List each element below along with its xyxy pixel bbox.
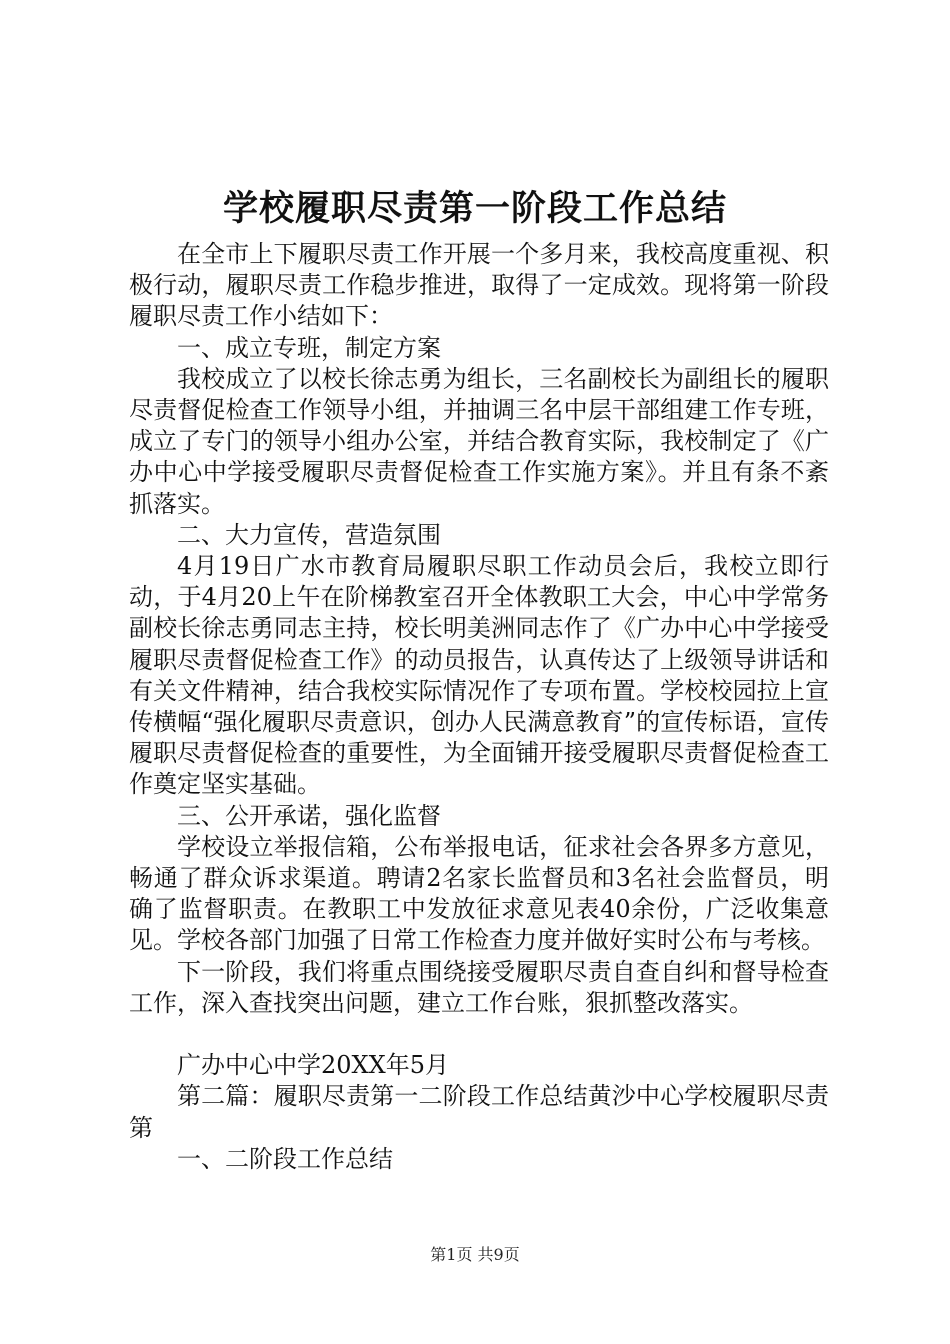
section-heading-1: 一、成立专班，制定方案 — [177, 333, 441, 362]
blank-line — [129, 1019, 829, 1050]
second-article-title: 第二篇：履职尽责第一二阶段工作总结黄沙中心学校履职尽责第 — [129, 1082, 829, 1142]
second-article-heading: 一、二阶段工作总结 — [177, 1144, 393, 1173]
signature-line: 广办中心中学20XX年5月 — [177, 1051, 449, 1080]
section-heading-2: 二、大力宣传，营造氛围 — [177, 520, 441, 549]
page-footer: 第1页 共9页 — [430, 1245, 520, 1264]
document-body — [129, 239, 829, 1175]
document-title: 学校履职尽责第一阶段工作总结 — [222, 188, 727, 229]
section-paragraph-2: 4月19日广水市教育局履职尽职工作动员会后，我校立即行动，于4月20上午在阶梯教室召开全体教职工大会，中心中学常务副校长徐志勇同志主持，校长明美洲同志作了《广办中心中学接受履职尽责督促检查工作》的动员报告，认真传达了上级领导讲话和有关文件精神，结合我校实际情况作了专项布置。学校校园拉上宣传横幅“强化履职尽责意识，创办人民满意教育”的宣传标语，宣传履职尽责督促检查的重要性，为全面铺开接受履职尽责督促检查工作奠定坚实基础。 — [129, 552, 829, 799]
intro-paragraph: 在全市上下履职尽责工作开展一个多月来，我校高度重视、积极行动，履职尽责工作稳步推进，取得了一定成效。现将第一阶段履职尽责工作小结如下： — [129, 240, 829, 331]
section-paragraph-3: 学校设立举报信箱，公布举报电话，征求社会各界多方意见，畅通了群众诉求渠道。聘请2名家长监督员和3名社会监督员，明确了监督职责。在教职工中发放征求意见表40余份，广泛收集意见。学校各部门加强了日常工作检查力度并做好实时公布与考核。 — [129, 832, 829, 955]
section-heading-3: 三、公开承诺，强化监督 — [177, 801, 441, 830]
section-paragraph-1: 我校成立了以校长徐志勇为组长，三名副校长为副组长的履职尽责督促检查工作领导小组，并抽调三名中层干部组建工作专班，成立了专门的领导小组办公室，并结合教育实际，我校制定了《广办中心中学接受履职尽责督促检查工作实施方案》。并且有条不紊抓落实。 — [129, 364, 829, 518]
closing-paragraph: 下一阶段，我们将重点围绕接受履职尽责自查自纠和督导检查工作，深入查找突出问题，建立工作台账，狠抓整改落实。 — [129, 957, 829, 1017]
